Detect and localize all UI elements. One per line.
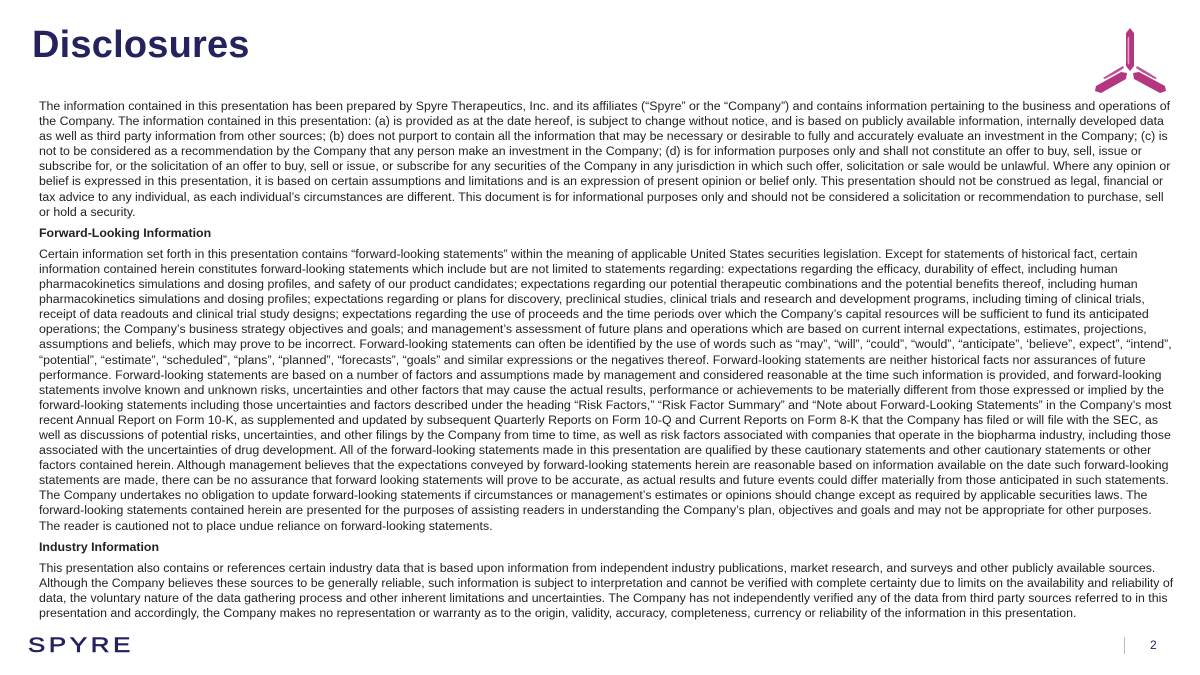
industry-information-paragraph: This presentation also contains or references certain industry data that is based upon information from independent industry publications, market research, and surveys and other publicly available sources. Although the Company believes these sources to be generally reliable, such information is subject to interpretation and cannot be verified with complete certainty due to limits on the availability and reliability of data, the voluntary nature of the data gathering process and other inherent limitations and uncertainties. The Company has not independently verified any of the data from third party sources referred to in this presentation and accordingly, the Company makes no representation or warranty as to the origin, validity, accuracy, completeness, currency or reliability of the information in this presentation. bbox=[39, 560, 1174, 620]
spyre-tripod-icon bbox=[1093, 26, 1169, 96]
intro-paragraph: The information contained in this presentation has been prepared by Spyre Therapeutics, Inc. and its affiliates (“Spyre” or the “Company”) and contains information pertaining to the business and operations of the Company. The information contained in this presentation: (a) is provided as at the date hereof, is subject to change without notice, and is based on publicly available information, internally developed data as well as third party information from other sources; (b) does not purport to contain all the information that may be necessary or desirable to fully and accurately evaluate an investment in the Company; (c) is not to be considered as a recommendation by the Company that any person make an investment in the Company; (d) is for information purposes only and shall not constitute an offer to buy, sell, issue or subscribe for, or the solicitation of an offer to buy, sell or issue, or subscribe for any securities of the Company in any jurisdiction in which such offer, solicitation or sale would be unlawful. Where any opinion or belief is expressed in this presentation, it is based on certain assumptions and limitations and is an expression of present opinion or belief only. This presentation should not be construed as legal, financial or tax advice to any individual, as each individual’s circumstances are different. This document is for informational purposes only and should not be considered a solicitation or recommendation to purchase, sell or hold a security. bbox=[39, 99, 1171, 219]
footer-divider bbox=[1124, 637, 1125, 654]
spyre-wordmark-logo bbox=[28, 634, 136, 654]
footer-brand-text: SPYRE bbox=[28, 634, 134, 654]
page-number: 2 bbox=[1150, 638, 1157, 652]
industry-information-heading: Industry Information bbox=[39, 539, 160, 554]
page-title: Disclosures bbox=[32, 24, 250, 66]
forward-looking-paragraph: Certain information set forth in this presentation contains “forward-looking statements” within the meaning of applicable United States securities legislation. Except for statements of historical fact, certain information contained herein constitutes forward-looking statements which include but are not limited to statements regarding: expectations regarding the efficacy, durability of effect, including human pharmacokinetics simulations and dosing profiles, and safety of our product candidates; expectations regarding our potential therapeutic combinations and the potential benefits thereof, including human pharmacokinetics simulations and dosing profiles; expectations regarding or plans for discovery, preclinical studies, clinical trials and research and development programs, including timing of clinical trials, receipt of data readouts and clinical trial study designs; expectations regarding the use of proceeds and the time periods over which the Company’s capital resources will be sufficient to fund its anticipated operations; the Company’s business strategy objectives and goals; and management’s assessment of future plans and operations which are based on current internal expectations, estimates, projections, assumptions and beliefs, which may prove to be incorrect. Forward-looking statements can often be identified by the use of words such as “may”, “will”, “could”, “would”, “anticipate”, ‘believe”, expect”, “intend”, “potential”, “estimate”, “scheduled”, “plans”, “planned”, “forecasts”, “goals” and similar expressions or the negatives thereof. Forward-looking statements are neither historical facts nor assurances of future performance. Forward-looking statements are based on a number of factors and assumptions made by management and considered reasonable at the time such information is provided, and forward-looking statements involve known and unknown risks, uncertainties and other factors that may cause the actual results, performance or achievements to be materially different from those expressed or implied by the forward-looking statements including those uncertainties and factors described under the heading “Risk Factors,” “Risk Factor Summary” and “Note about Forward-Looking Statements” in the Company’s most recent Annual Report on Form 10-K, as supplemented and updated by subsequent Quarterly Reports on Form 10-Q and Current Reports on Form 8-K that the Company has filed or will file with the SEC, as well as discussions of potential risks, uncertainties, and other filings by the Company from time to time, as well as risk factors associated with companies that operate in the biopharma industry, including those associated with the uncertainties of drug development. All of the forward-looking statements made in this presentation are qualified by these cautionary statements and other cautionary statements or other factors contained herein. Although management believes that the expectations conveyed by forward-looking statements herein are reasonable based on information available on the date such forward-looking statements are made, there can be no assurance that forward looking statements will prove to be accurate, as actual results and future events could differ materially from those anticipated in such statements. The Company undertakes no obligation to update forward-looking statements if circumstances or management’s estimates or opinions should change except as required by applicable securities laws. The forward-looking statements contained herein are presented for the purposes of assisting readers in understanding the Company’s plan, objectives and goals and may not be appropriate for other purposes. The reader is cautioned not to place undue reliance on forward-looking statements. bbox=[39, 246, 1172, 533]
forward-looking-heading: Forward-Looking Information bbox=[39, 225, 212, 240]
disclosure-content bbox=[39, 99, 1175, 621]
